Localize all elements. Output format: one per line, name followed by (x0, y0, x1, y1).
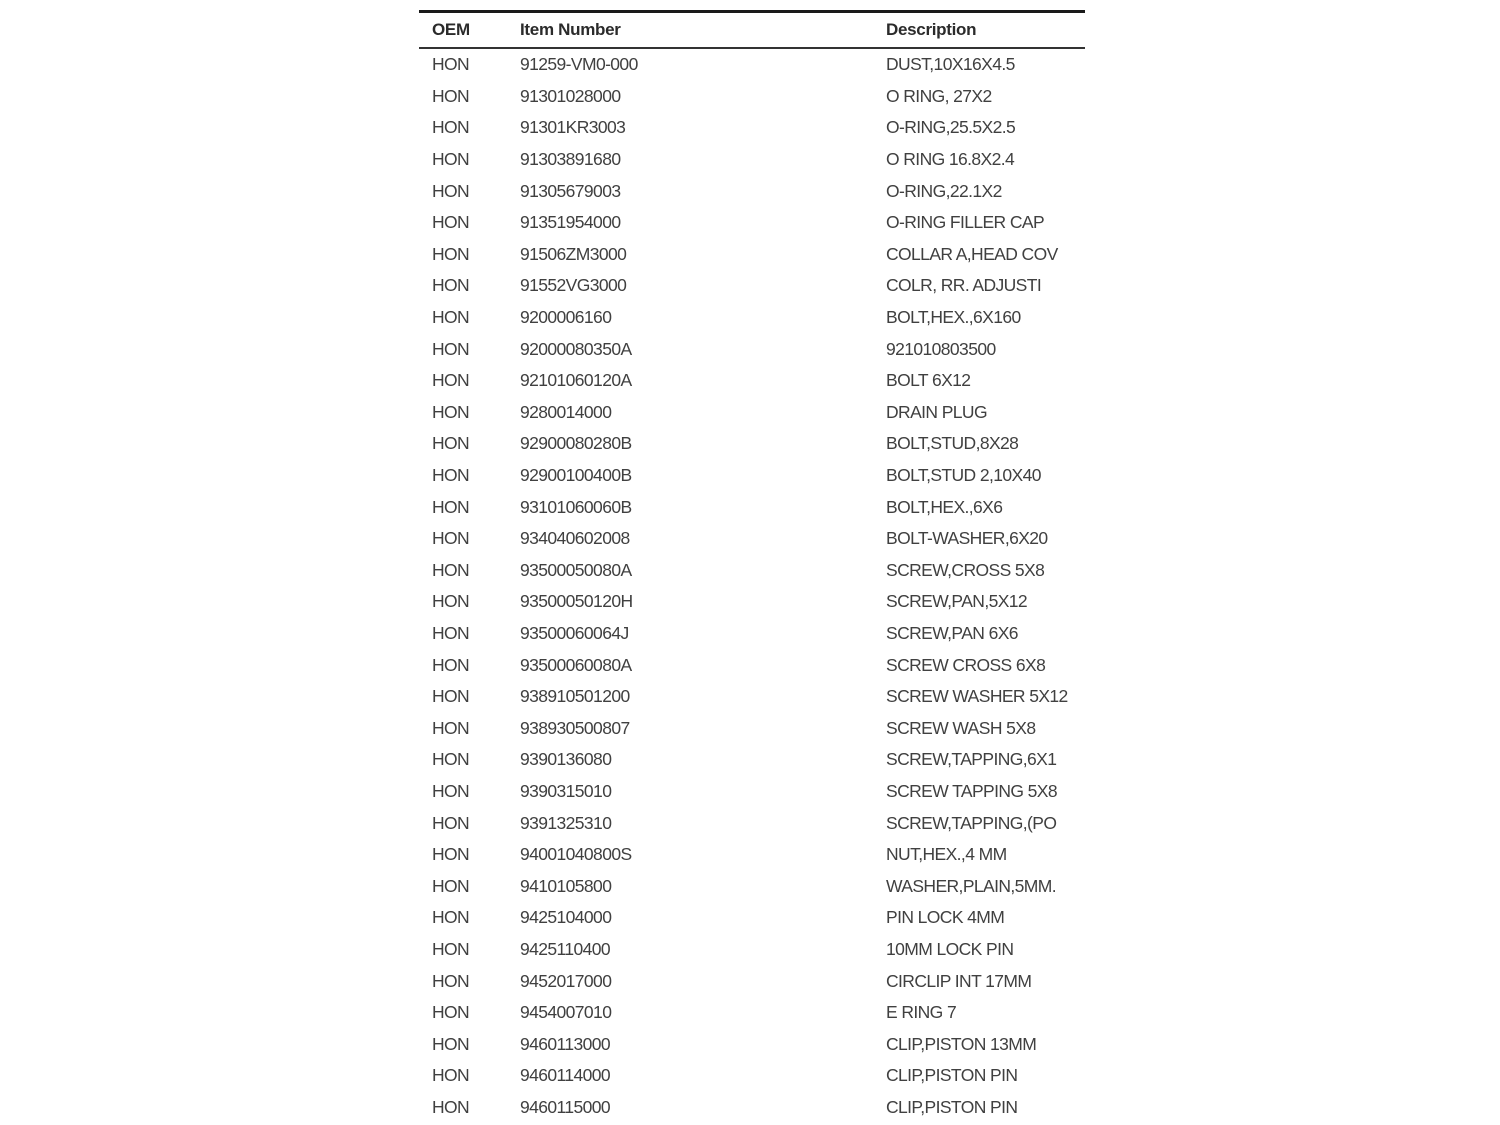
cell-item-number: 9460114000 (520, 1065, 611, 1086)
cell-oem: HON (432, 875, 470, 896)
cell-oem: HON (432, 243, 470, 264)
column-header-oem: OEM (419, 12, 520, 49)
table-row (419, 934, 1085, 966)
table-row (419, 397, 1085, 429)
cell-item-number: 9391325310 (520, 812, 612, 833)
cell-item-number: 93500060064J (520, 622, 629, 643)
cell-oem: HON (432, 370, 470, 391)
cell-oem: HON (432, 528, 470, 549)
cell-description: O RING 16.8X2.4 (886, 149, 1015, 170)
cell-description: BOLT-WASHER,6X20 (886, 528, 1048, 549)
table-row (419, 618, 1085, 650)
cell-item-number: 938910501200 (520, 686, 630, 707)
cell-item-number: 9390136080 (520, 749, 612, 770)
cell-description: E RING 7 (886, 1002, 957, 1023)
table-row (419, 555, 1085, 587)
cell-item-number: 9460115000 (520, 1096, 611, 1117)
table-row (419, 81, 1085, 113)
table-row (419, 302, 1085, 334)
cell-description: SCREW,PAN 6X6 (886, 622, 1018, 643)
cell-oem: HON (432, 686, 470, 707)
table-row (419, 365, 1085, 397)
cell-oem: HON (432, 559, 470, 580)
cell-item-number: 91259-VM0-000 (520, 54, 638, 75)
cell-oem: HON (432, 54, 470, 75)
table-body (419, 48, 1085, 1123)
cell-oem: HON (432, 338, 470, 359)
table-row (419, 839, 1085, 871)
cell-oem: HON (432, 844, 470, 865)
cell-oem: HON (432, 749, 470, 770)
table-row (419, 586, 1085, 618)
cell-item-number: 93101060060B (520, 496, 632, 517)
table-row (419, 491, 1085, 523)
cell-description: COLR, RR. ADJUSTI (886, 275, 1042, 296)
cell-item-number: 9390315010 (520, 780, 612, 801)
cell-item-number: 9454007010 (520, 1002, 612, 1023)
table-row (419, 207, 1085, 239)
cell-item-number: 91351954000 (520, 212, 621, 233)
cell-item-number: 91552VG3000 (520, 275, 627, 296)
cell-oem: HON (432, 433, 470, 454)
cell-oem: HON (432, 1002, 470, 1023)
cell-description: SCREW,TAPPING,6X1 (886, 749, 1057, 770)
cell-description: O-RING,22.1X2 (886, 180, 1002, 201)
cell-oem: HON (432, 85, 470, 106)
cell-description: SCREW TAPPING 5X8 (886, 780, 1058, 801)
table-row (419, 239, 1085, 271)
cell-oem: HON (432, 622, 470, 643)
table-row (419, 1028, 1085, 1060)
cell-oem: HON (432, 938, 470, 959)
cell-item-number: 9410105800 (520, 875, 612, 896)
cell-oem: HON (432, 275, 470, 296)
cell-description: PIN LOCK 4MM (886, 907, 1005, 928)
cell-description: CLIP,PISTON PIN (886, 1096, 1018, 1117)
cell-description: CLIP,PISTON PIN (886, 1065, 1018, 1086)
cell-description: SCREW,TAPPING,(PO (886, 812, 1057, 833)
cell-oem: HON (432, 780, 470, 801)
cell-item-number: 93500050080A (520, 559, 632, 580)
cell-description: SCREW WASH 5X8 (886, 717, 1036, 738)
table-row (419, 681, 1085, 713)
cell-oem: HON (432, 212, 470, 233)
table-row (419, 460, 1085, 492)
cell-item-number: 938930500807 (520, 717, 630, 738)
cell-oem: HON (432, 1096, 470, 1117)
cell-description: WASHER,PLAIN,5MM. (886, 875, 1057, 896)
cell-description: 921010803500 (886, 338, 996, 359)
cell-oem: HON (432, 496, 470, 517)
cell-item-number: 9280014000 (520, 401, 612, 422)
cell-item-number: 93500060080A (520, 654, 632, 675)
table-row (419, 48, 1085, 81)
cell-item-number: 9460113000 (520, 1033, 611, 1054)
cell-oem: HON (432, 812, 470, 833)
cell-item-number: 94001040800S (520, 844, 632, 865)
table-row (419, 649, 1085, 681)
cell-oem: HON (432, 465, 470, 486)
cell-description: SCREW,CROSS 5X8 (886, 559, 1045, 580)
cell-item-number: 92000080350A (520, 338, 632, 359)
header-row (419, 12, 1085, 49)
cell-description: BOLT,STUD 2,10X40 (886, 465, 1041, 486)
cell-description: O-RING FILLER CAP (886, 212, 1045, 233)
table-row (419, 428, 1085, 460)
cell-oem: HON (432, 149, 470, 170)
cell-item-number: 934040602008 (520, 528, 630, 549)
cell-description: BOLT,HEX.,6X160 (886, 307, 1021, 328)
cell-description: CLIP,PISTON 13MM (886, 1033, 1037, 1054)
cell-description: SCREW,PAN,5X12 (886, 591, 1028, 612)
table-row (419, 776, 1085, 808)
table-row (419, 744, 1085, 776)
cell-oem: HON (432, 401, 470, 422)
table-row (419, 807, 1085, 839)
cell-oem: HON (432, 591, 470, 612)
table-row (419, 175, 1085, 207)
cell-description: SCREW WASHER 5X12 (886, 686, 1068, 707)
cell-description: CIRCLIP INT 17MM (886, 970, 1032, 991)
cell-oem: HON (432, 717, 470, 738)
cell-item-number: 9425110400 (520, 938, 611, 959)
cell-oem: HON (432, 307, 470, 328)
cell-description: BOLT,STUD,8X28 (886, 433, 1019, 454)
table-row (419, 997, 1085, 1029)
cell-item-number: 9452017000 (520, 970, 612, 991)
cell-item-number: 92900080280B (520, 433, 632, 454)
cell-item-number: 91506ZM3000 (520, 243, 627, 264)
table-row (419, 112, 1085, 144)
cell-oem: HON (432, 654, 470, 675)
cell-description: O RING, 27X2 (886, 85, 992, 106)
cell-description: O-RING,25.5X2.5 (886, 117, 1016, 138)
table-row (419, 333, 1085, 365)
cell-description: 10MM LOCK PIN (886, 938, 1014, 959)
cell-item-number: 91303891680 (520, 149, 621, 170)
cell-description: BOLT 6X12 (886, 370, 971, 391)
cell-item-number: 92101060120A (520, 370, 632, 391)
table-row (419, 902, 1085, 934)
cell-description: NUT,HEX.,4 MM (886, 844, 1007, 865)
column-header-description: Description (886, 12, 1085, 49)
table-row (419, 712, 1085, 744)
table-header (419, 12, 1085, 49)
cell-oem: HON (432, 180, 470, 201)
cell-item-number: 91305679003 (520, 180, 621, 201)
cell-description: DUST,10X16X4.5 (886, 54, 1015, 75)
cell-description: COLLAR A,HEAD COV (886, 243, 1058, 264)
cell-oem: HON (432, 117, 470, 138)
cell-item-number: 91301KR3003 (520, 117, 626, 138)
table-row (419, 523, 1085, 555)
table-row (419, 965, 1085, 997)
cell-oem: HON (432, 1065, 470, 1086)
cell-oem: HON (432, 907, 470, 928)
table-row (419, 144, 1085, 176)
cell-oem: HON (432, 970, 470, 991)
table-row (419, 1092, 1085, 1124)
column-header-item-number: Item Number (520, 12, 886, 49)
cell-description: DRAIN PLUG (886, 401, 987, 422)
table-row (419, 1060, 1085, 1092)
cell-item-number: 9425104000 (520, 907, 612, 928)
cell-description: BOLT,HEX.,6X6 (886, 496, 1003, 517)
cell-item-number: 93500050120H (520, 591, 633, 612)
table-row (419, 270, 1085, 302)
parts-table (419, 10, 1085, 1123)
cell-item-number: 9200006160 (520, 307, 612, 328)
cell-item-number: 92900100400B (520, 465, 632, 486)
table-row (419, 870, 1085, 902)
cell-oem: HON (432, 1033, 470, 1054)
cell-item-number: 91301028000 (520, 85, 621, 106)
cell-description: SCREW CROSS 6X8 (886, 654, 1046, 675)
